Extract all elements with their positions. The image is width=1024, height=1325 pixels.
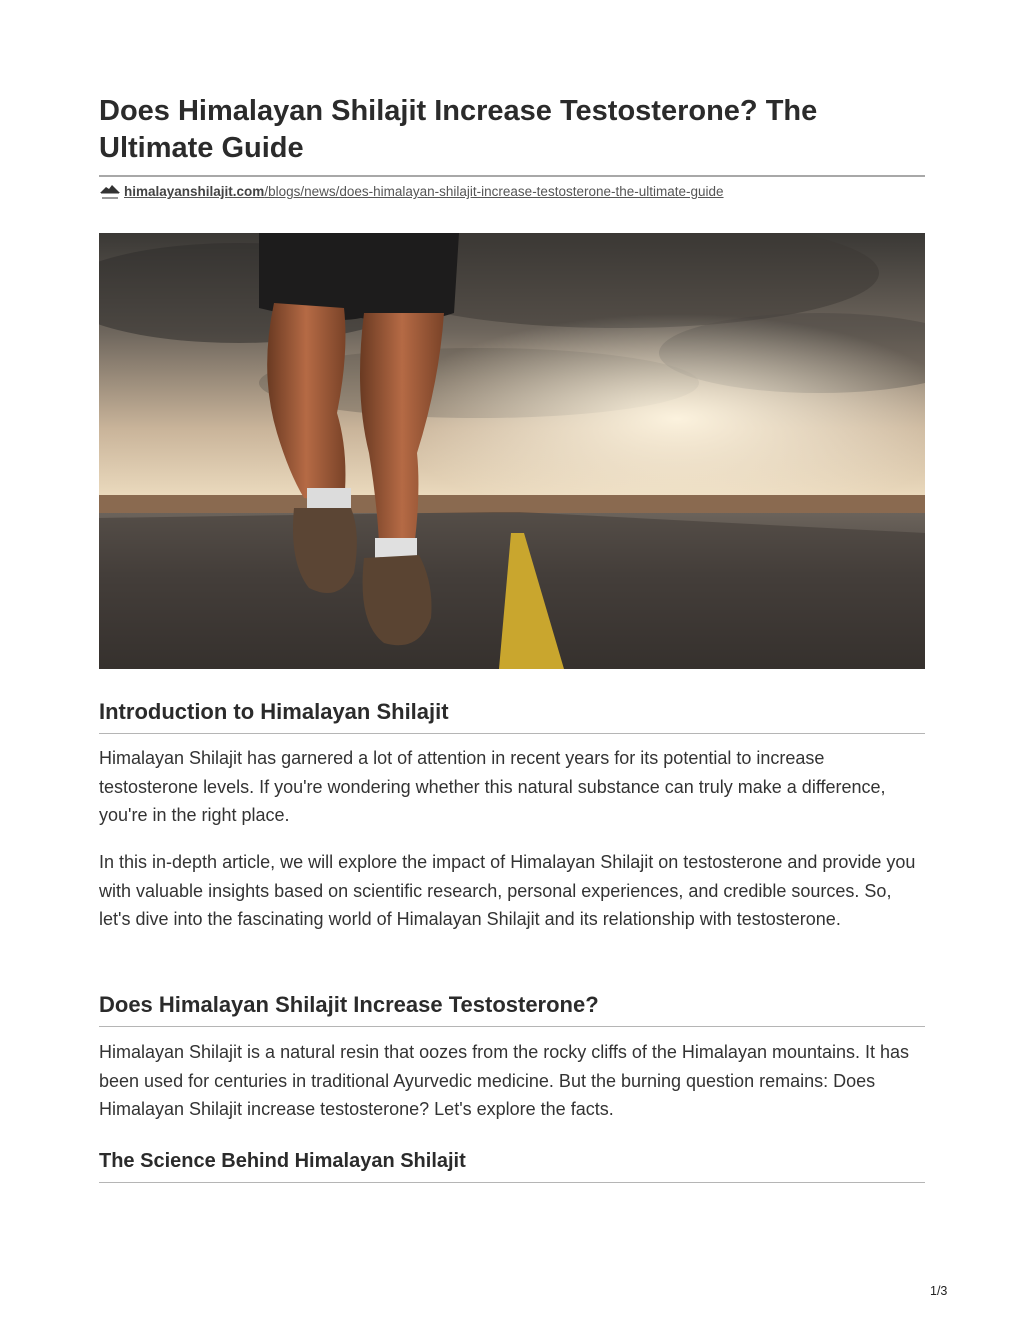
section-divider	[99, 733, 925, 734]
section-heading-introduction: Introduction to Himalayan Shilajit	[99, 699, 449, 724]
testosterone-paragraph-1: Himalayan Shilajit is a natural resin that oozes from the rocky cliffs of the Himalayan mountains. It has been used for centuries in traditional Ayurvedic medicine. But the burning question remains: Does Himalayan Shilajit increase testosterone? Let's explore the facts.	[99, 1042, 910, 1119]
hero-image	[99, 233, 925, 669]
source-line	[99, 183, 925, 205]
section-heading-does-shilajit-increase-testosterone: Does Himalayan Shilajit Increase Testosterone?	[99, 992, 599, 1017]
source-domain: himalayanshilajit.com	[124, 184, 265, 199]
section-divider	[99, 1026, 925, 1027]
himalayan-mountain-logo-icon	[99, 183, 121, 203]
source-path: /blogs/news/does-himalayan-shilajit-increase-testosterone-the-ultimate-guide	[264, 184, 724, 199]
article-title: Does Himalayan Shilajit Increase Testosterone? The Ultimate Guide	[99, 95, 818, 164]
section-divider	[99, 1182, 925, 1183]
runner-on-road-photo	[99, 233, 925, 669]
intro-paragraph-1: Himalayan Shilajit has garnered a lot of attention in recent years for its potential to increase testosterone levels. If you're wondering whether this natural substance can truly make a difference, you're in the right place.	[99, 748, 886, 825]
source-link[interactable]	[124, 183, 724, 201]
intro-paragraph-2: In this in-depth article, we will explore the impact of Himalayan Shilajit on testosterone and provide you with valuable insights based on scientific research, personal experiences, and credible sources. So, let's dive into the fascinating world of Himalayan Shilajit and its relationship with testosterone.	[99, 852, 916, 929]
section-heading-science-behind-shilajit: The Science Behind Himalayan Shilajit	[99, 1150, 466, 1172]
title-divider	[99, 175, 925, 177]
page-number: 1/3	[930, 1284, 948, 1298]
